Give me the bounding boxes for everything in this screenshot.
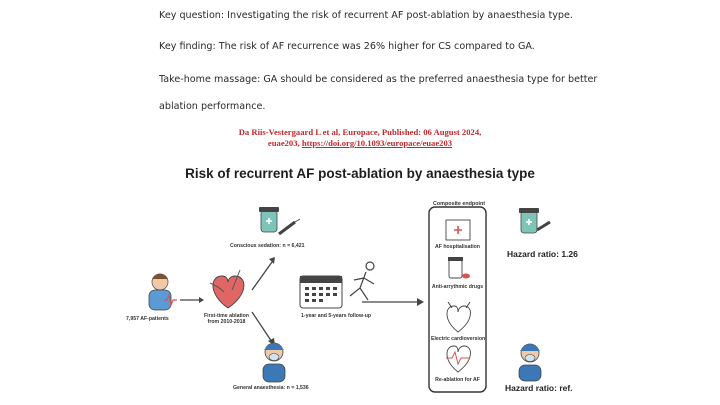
hazard-ratio-cs: Hazard ratio: 1.26 xyxy=(507,249,578,259)
graphic-title: Risk of recurrent AF post-ablation by anaesthesia type xyxy=(185,166,535,181)
patient-icon xyxy=(149,274,177,311)
arrow-to-cs xyxy=(252,262,272,290)
citation-line1: Da Riis-Vestergaard L et al, Europace, Published: 06 August 2024, xyxy=(238,127,482,137)
citation-id: euae203, xyxy=(267,138,302,148)
cardioversion-icon xyxy=(447,302,470,332)
arrow-to-ga xyxy=(252,312,272,342)
takehome-text-line1: Take-home massage: GA should be considered as the preferred anaesthesia type for better xyxy=(159,74,598,85)
hazard-ratio-ga: Hazard ratio: ref. xyxy=(505,383,573,393)
hr-cs-syringe-icon xyxy=(519,208,550,233)
hospital-icon xyxy=(446,220,470,240)
ga-label: General anaesthesia: n = 1,536 xyxy=(233,385,309,391)
cs-label: Conscious sedation: n = 6,421 xyxy=(230,243,305,249)
takehome-text-line2: ablation performance. xyxy=(159,101,266,112)
cs-syringe-icon xyxy=(259,207,300,234)
composite-title: Composite endpoint xyxy=(433,201,486,207)
doi-link[interactable]: https://doi.org/10.1093/europace/euae203 xyxy=(301,138,453,148)
followup-label: 1-year and 5-years follow-up xyxy=(301,313,372,319)
ablation-label xyxy=(204,313,249,325)
key-question-text: Key question: Investigating the risk of recurrent AF post-ablation by anaesthesia type. xyxy=(159,10,573,21)
pills-icon xyxy=(448,257,470,279)
ablation-label-line1: First-time ablation xyxy=(204,313,249,319)
ga-mask-icon xyxy=(263,343,285,382)
endpoint-2: Anti-arrythmic drugs xyxy=(431,284,484,290)
ablation-label-line2: from 2010-2018 xyxy=(207,319,246,325)
hr-ga-mask-icon xyxy=(519,344,541,381)
calendar-icon xyxy=(300,276,342,308)
endpoint-3: Electric cardioversion xyxy=(431,336,486,342)
endpoint-1: AF hospitalisation xyxy=(435,244,480,250)
runner-icon xyxy=(350,262,374,300)
reablation-icon xyxy=(446,346,470,372)
key-finding-text: Key finding: The risk of AF recurrence was 26% higher for CS compared to GA. xyxy=(159,41,535,52)
heart-ablation-icon xyxy=(210,270,244,308)
patients-label: 7,957 AF-patients xyxy=(126,316,169,322)
endpoint-4: Re-ablation for AF xyxy=(435,377,480,383)
